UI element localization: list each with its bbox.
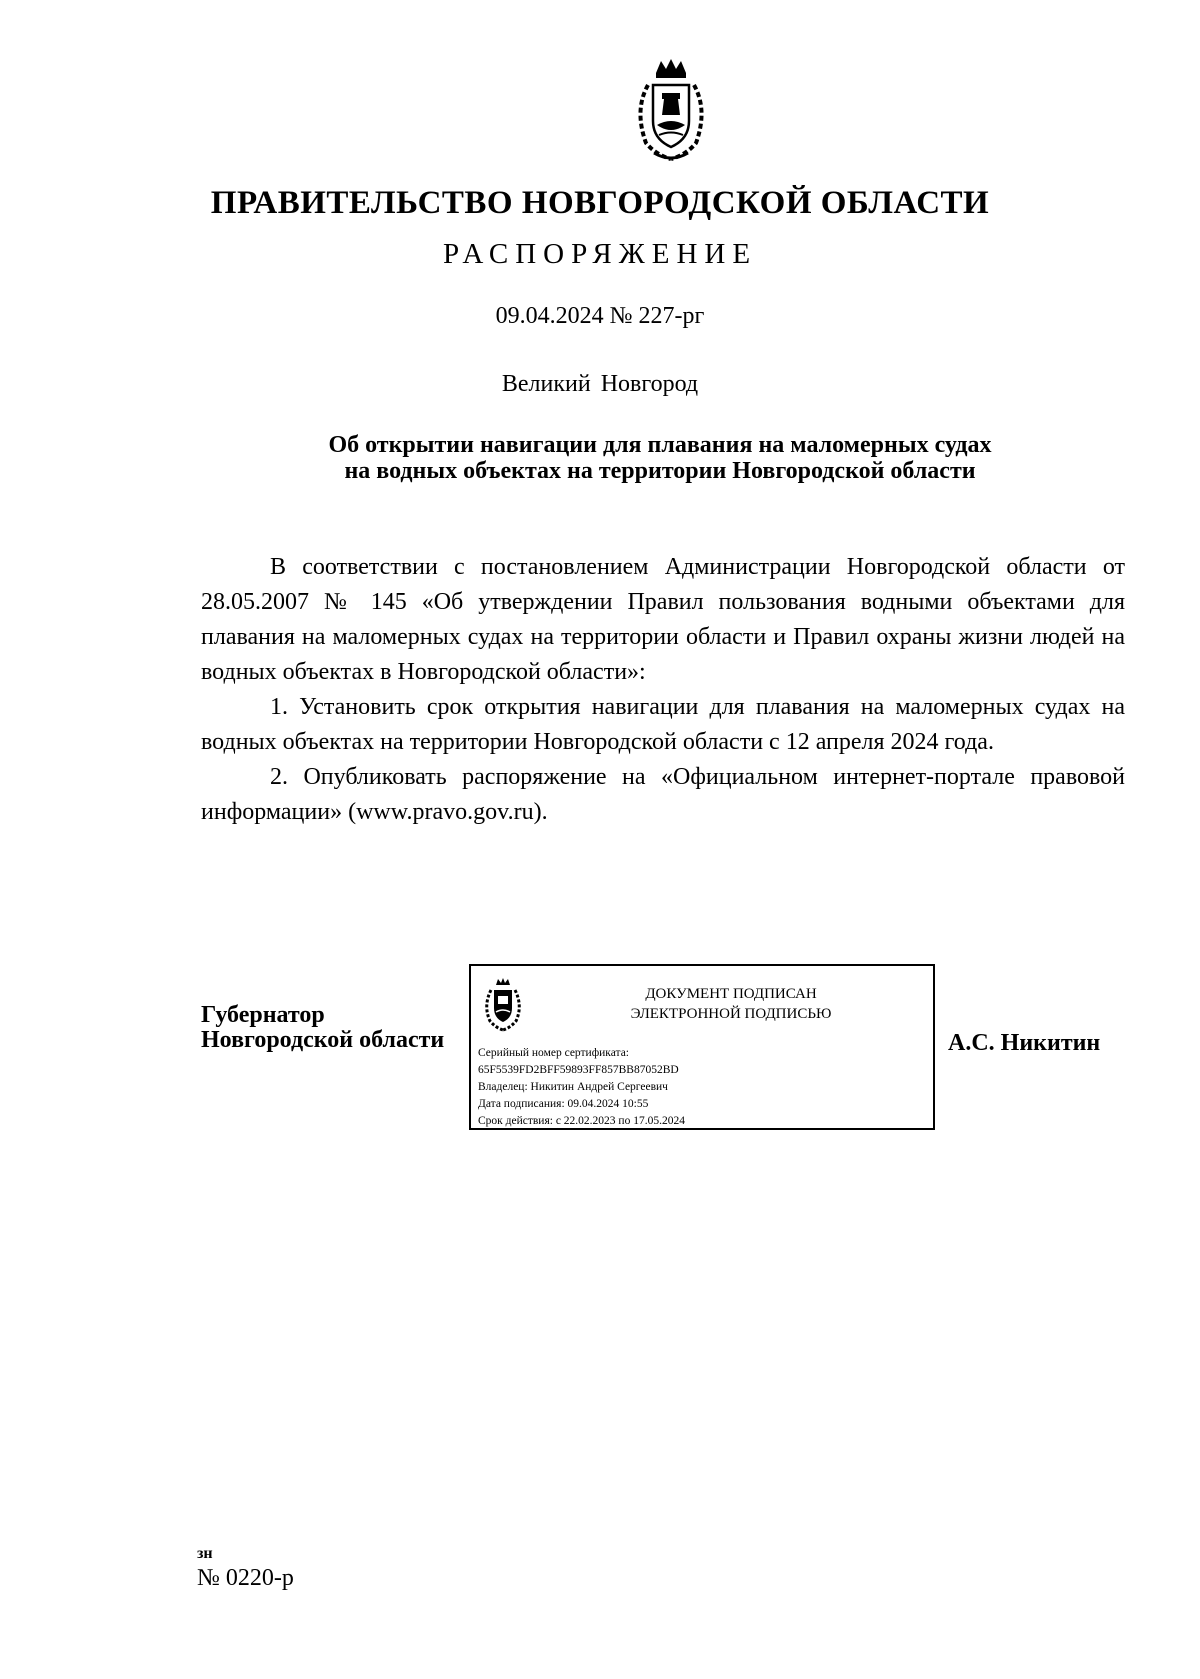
stamp-heading-line-2: ЭЛЕКТРОННОЙ ПОДПИСЬЮ	[630, 1006, 832, 1022]
owner: Владелец: Никитин Андрей Сергеевич	[478, 1081, 668, 1093]
cert-label: Серийный номер сертификата:	[478, 1047, 629, 1059]
electronic-signature-stamp	[469, 964, 935, 1130]
document-type: РАСПОРЯЖЕНИЕ	[442, 238, 758, 270]
cert-number: 65F5539FD2BFF59893FF857BB87052BD	[478, 1064, 679, 1076]
stamp-details	[478, 1045, 685, 1130]
stamp-heading-line-1: ДОКУМЕНТ ПОДПИСАН	[645, 986, 817, 1002]
document-subject	[250, 432, 1070, 484]
preamble-paragraph: В соответствии с постановлением Администрации Новгородской области от 28.05.2007 № 145 «Об утверждении Правил пользования водными объектами для плавания на маломерных судах на территории области и Правил охраны жизни людей на водных объектах в Новгородской области»:	[201, 554, 1125, 685]
coat-of-arms-icon	[481, 976, 525, 1032]
footer-code	[197, 1543, 294, 1589]
item-2-paragraph: 2. Опубликовать распоряжение на «Официальном интернет-портале правовой информации» (www.pravo.gov.ru).	[201, 764, 1125, 825]
organization-title: ПРАВИТЕЛЬСТВО НОВГОРОДСКОЙ ОБЛАСТИ	[210, 185, 990, 221]
signatory-name: А.С. Никитин	[948, 1030, 1101, 1056]
signatory-position	[201, 1003, 444, 1053]
subject-line-2: на водных объектах на территории Новгородской области	[344, 458, 976, 484]
stamp-heading	[541, 984, 921, 1024]
coat-of-arms-icon	[626, 55, 716, 165]
city: Великий Новгород	[501, 371, 699, 397]
date-and-number: 09.04.2024 № 227-рг	[495, 303, 705, 329]
position-line-1: Губернатор	[201, 1002, 325, 1028]
document-body	[201, 550, 1125, 830]
subject-line-1: Об открытии навигации для плавания на маломерных судах	[328, 432, 992, 458]
registration-number: № 0220-р	[197, 1565, 294, 1591]
executor-initials: зн	[197, 1545, 213, 1562]
item-1-paragraph: 1. Установить срок открытия навигации для плавания на маломерных судах на водных объектах на территории Новгородской области с 12 апреля 2024 года.	[201, 694, 1125, 755]
validity: Срок действия: с 22.02.2023 по 17.05.2024	[478, 1115, 685, 1127]
position-line-2: Новгородской области	[201, 1027, 445, 1053]
signed-date: Дата подписания: 09.04.2024 10:55	[478, 1098, 649, 1110]
